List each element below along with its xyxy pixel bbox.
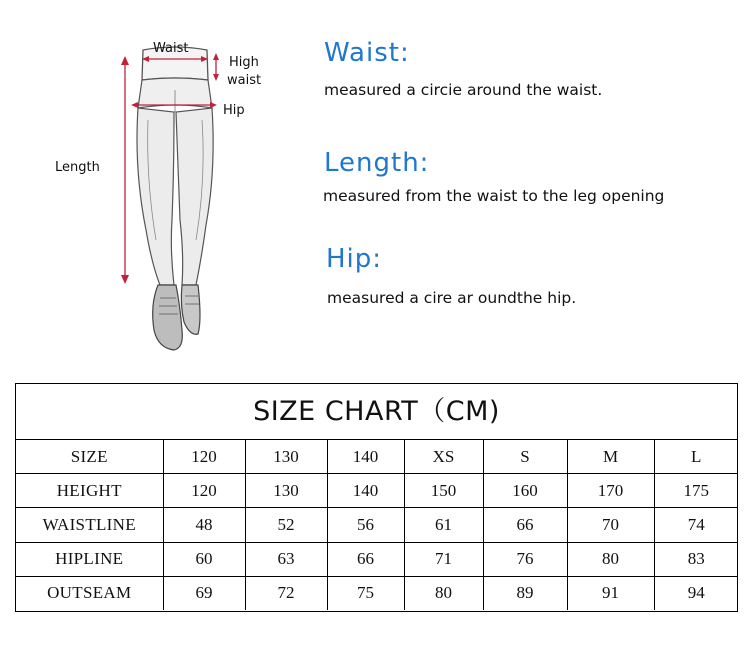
table-cell: 175: [654, 474, 738, 508]
table-cell: 94: [687, 583, 705, 603]
length-description: measured from the waist to the leg opening: [323, 187, 665, 205]
row-label: OUTSEAM: [16, 576, 163, 610]
table-cell: L: [654, 440, 738, 474]
table-cell: 66: [483, 508, 567, 542]
table-cell: 150: [404, 474, 483, 508]
table-cell: S: [483, 440, 567, 474]
hip-label: Hip: [223, 103, 245, 118]
table-cell: 130: [245, 440, 327, 474]
table-cell: 48: [163, 508, 245, 542]
high-waist-label-line1: High: [229, 55, 259, 70]
table-cell: 80: [404, 576, 483, 610]
row-label: WAISTLINE: [16, 508, 163, 542]
table-cell: 56: [327, 508, 404, 542]
table-row-hipline: [16, 542, 738, 576]
table-cell: 74: [654, 508, 738, 542]
row-label: HEIGHT: [16, 474, 163, 508]
table-row-outseam: [16, 576, 738, 610]
table-cell: XS: [404, 440, 483, 474]
size-chart-title: SIZE CHART（CM): [16, 384, 737, 440]
hip-description: measured a cire ar oundthe hip.: [327, 289, 577, 307]
table-cell: 76: [483, 542, 567, 576]
table-cell: 91: [567, 576, 654, 610]
table-cell: 83: [654, 542, 738, 576]
table-row-size: [16, 440, 738, 474]
table-cell: 66: [327, 542, 404, 576]
table-cell: 52: [245, 508, 327, 542]
table-cell: 75: [327, 576, 404, 610]
size-chart: [15, 383, 738, 612]
table-cell: 69: [163, 576, 245, 610]
high-waist-label-line2: waist: [227, 73, 262, 88]
table-cell: 70: [567, 508, 654, 542]
table-row-waistline: [16, 508, 738, 542]
hip-heading: Hip:: [326, 244, 383, 274]
table-row-height: [16, 474, 738, 508]
table-cell: M: [567, 440, 654, 474]
table-cell: 89: [483, 576, 567, 610]
table-cell: 61: [404, 508, 483, 542]
waist-heading: Waist:: [324, 38, 410, 68]
table-cell: 170: [567, 474, 654, 508]
table-cell: 80: [567, 542, 654, 576]
table-cell: 72: [245, 576, 327, 610]
length-heading: Length:: [324, 148, 430, 178]
table-cell: 60: [163, 542, 245, 576]
size-table: [16, 440, 738, 610]
table-cell: 140: [327, 474, 404, 508]
table-cell: 120: [163, 440, 245, 474]
length-label: Length: [55, 160, 100, 175]
table-cell: 140: [327, 440, 404, 474]
table-cell: 160: [483, 474, 567, 508]
table-cell: 130: [245, 474, 327, 508]
waist-description: measured a circie around the waist.: [324, 81, 603, 99]
table-cell: 63: [245, 542, 327, 576]
row-label: HIPLINE: [16, 542, 163, 576]
waist-label: Waist: [153, 41, 189, 56]
table-cell: 71: [404, 542, 483, 576]
row-label: SIZE: [16, 440, 163, 474]
table-cell: 120: [163, 474, 245, 508]
